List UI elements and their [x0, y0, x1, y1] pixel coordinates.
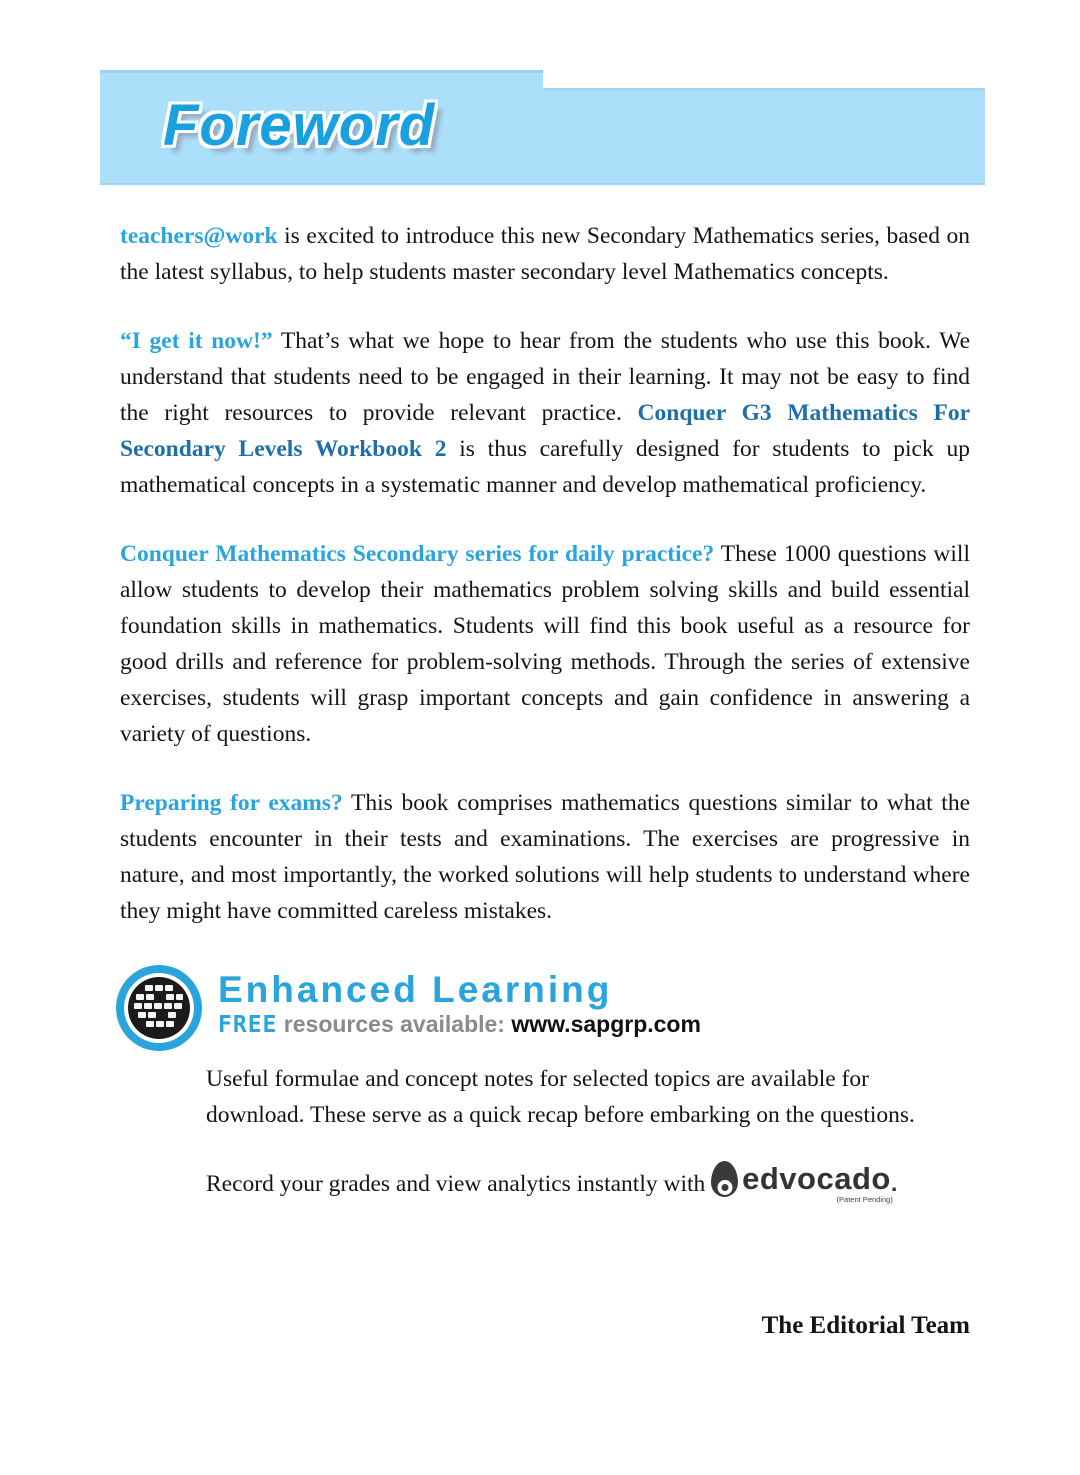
enhanced-learning-text [218, 965, 701, 1038]
text-segment: is thus carefully designed for students to pick up mathematical concepts in a systematic manner and develop mathematical proficiency. [120, 436, 970, 498]
text-segment: Conquer G3 Mathematics For Secondary Levels Workbook 2 [120, 400, 970, 462]
header-banner-extension [543, 88, 985, 185]
paragraph-i-get-it-now [120, 323, 970, 503]
record-grades-line [206, 1161, 972, 1205]
download-note: Useful formulae and concept notes for selected topics are available for download. These serve as a quick recap before embarking on the questions. [206, 1066, 915, 1128]
paragraph-preparing-for-exams [120, 785, 970, 929]
enhanced-learning-logo [116, 965, 970, 1051]
text-segment: is excited to introduce this new Secondary Mathematics series, based on the latest syllabus, to help students master secondary level Mathematics concepts. [120, 223, 970, 285]
edvocado-logo [711, 1161, 893, 1205]
free-resources-line [218, 1011, 701, 1038]
enhanced-learning-title: Enhanced Learning [218, 969, 613, 1010]
paragraph-intro [120, 218, 970, 290]
text-segment: This book comprises mathematics questions similar to what the students encounter in their tests and examinations. The exercises are progressive in nature, and most importantly, the worked solutions will help students to understand where they might have committed careless mistakes. [120, 790, 971, 924]
text-segment: Preparing for exams? [120, 790, 343, 816]
sentence-period: . [890, 1170, 898, 1196]
editorial-team-signature: The Editorial Team [761, 1312, 970, 1339]
text-segment: “I get it now!” [120, 328, 273, 354]
text-segment: Conquer Mathematics Secondary series for daily practice? [120, 541, 715, 567]
avocado-pit [717, 1180, 732, 1195]
page-title: Foreword [163, 93, 436, 158]
text-segment: That’s what we hope to hear from the students who use this book. We understand that students need to be engaged in their learning. It may not be easy to find the right resources to provide relevant practice. [120, 328, 971, 426]
content-area [120, 218, 971, 1205]
edvocado-wordmark: edvocado [742, 1161, 891, 1197]
avocado-icon [711, 1161, 738, 1197]
resources-available-label: resources available: [283, 1011, 512, 1037]
patent-pending-label: (Patent Pending) [836, 1195, 893, 1205]
website-url: www.sapgrp.com [511, 1011, 701, 1037]
text-segment: These 1000 questions will allow students to develop their mathematics problem solving skills and build essential foundation skills in mathematics. Students will find this book useful as a resource for good drills and reference for problem-solving methods. Through the series of extensive exercises, students will grasp important concepts and gain confidence in answering a variety of questions. [120, 541, 970, 747]
record-grades-text: Record your grades and view analytics instantly with [206, 1171, 712, 1197]
enhanced-learning-globe-icon [116, 965, 202, 1051]
free-label: FREE [218, 1012, 278, 1038]
text-segment: teachers@work [120, 223, 278, 249]
paragraph-daily-practice [120, 536, 970, 752]
